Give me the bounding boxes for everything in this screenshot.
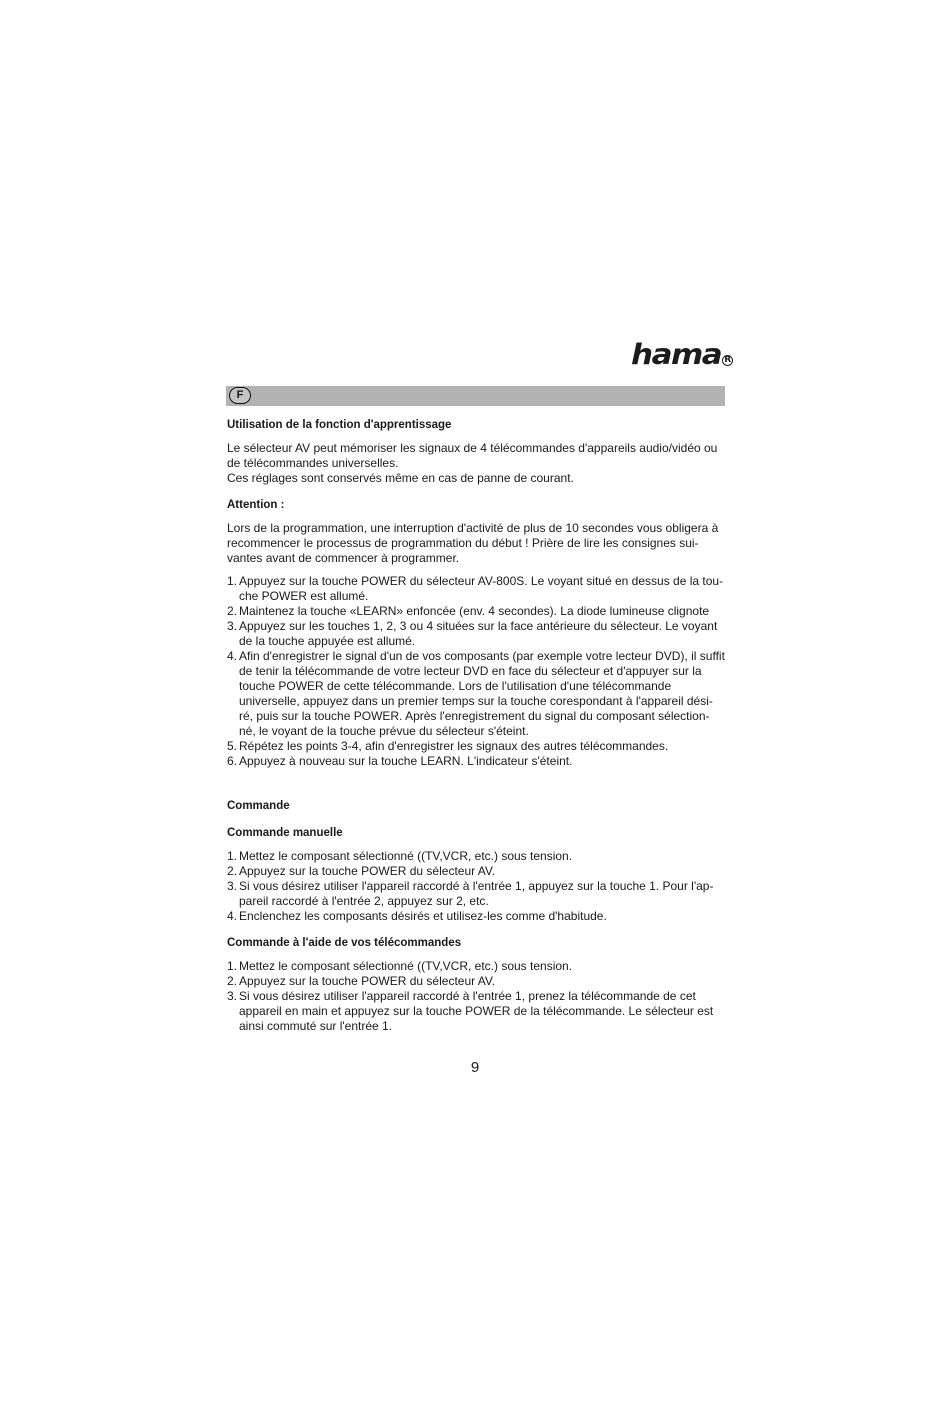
step-text: Appuyez sur les touches 1, 2, 3 ou 4 situées sur la face antérieure du sélecteur. Le voyant de la touche appuyée est allumé. [239, 619, 718, 648]
list-item [227, 879, 725, 909]
step-text: Appuyez sur la touche POWER du sélecteur AV. [239, 974, 496, 988]
page-number: 9 [470, 1059, 480, 1076]
language-bar [226, 386, 725, 406]
list-item [227, 989, 725, 1034]
step-number: 2. [227, 864, 238, 878]
step-number: 1. [227, 849, 238, 863]
step-text: Mettez le composant sélectionné ((TV,VCR, etc.) sous tension. [239, 849, 573, 863]
command-heading: Commande [227, 800, 290, 812]
logo-wordmark: hama [631, 338, 722, 372]
remote-command-heading: Commande à l'aide de vos télécommandes [227, 937, 462, 949]
step-number: 4. [227, 649, 238, 663]
registered-icon: R [722, 355, 733, 366]
document-body [227, 418, 725, 1034]
step-text: Enclenchez les composants désirés et utilisez-les comme d'habitude. [239, 909, 607, 923]
step-number: 1. [227, 574, 238, 588]
step-number: 5. [227, 739, 238, 753]
learning-intro-1: Le sélecteur AV peut mémoriser les signaux de 4 télécommandes d'appareils audio/vidéo ou de télécommandes universelles. [227, 441, 718, 470]
list-item [227, 909, 725, 924]
learning-intro-2: Ces réglages sont conservés même en cas de panne de courant. [227, 471, 574, 485]
step-number: 3. [227, 879, 238, 893]
step-text: Appuyez à nouveau sur la touche LEARN. L'indicateur s'éteint. [239, 754, 573, 768]
step-text: Répétez les points 3-4, afin d'enregistrer les signaux des autres télécommandes. [239, 739, 669, 753]
list-item [227, 754, 725, 769]
step-number: 3. [227, 989, 238, 1003]
step-text: Mettez le composant sélectionné ((TV,VCR, etc.) sous tension. [239, 959, 573, 973]
list-item [227, 959, 725, 974]
step-text: Appuyez sur la touche POWER du sélecteur AV. [239, 864, 496, 878]
list-item [227, 849, 725, 864]
step-number: 1. [227, 959, 238, 973]
manual-command-heading: Commande manuelle [227, 827, 343, 839]
step-number: 2. [227, 604, 238, 618]
step-number: 2. [227, 974, 238, 988]
step-text: Afin d'enregistrer le signal d'un de vos composants (par exemple votre lecteur DVD), il suffit de tenir la télécommande de votre lecteur DVD en face du sélecteur et d'appuyer sur la touche POWER de cette télécommande. Lors de l'utilisation d'une télécommande universelle, appuyez dans un premier temps sur la touche corespondant à l'appareil dési-ré, puis sur la touche POWER. Après l'enregistrement du signal du composant sélection-né, le voyant de la touche prévue du sélecteur s'éteint. [239, 649, 725, 738]
language-badge: F [229, 387, 251, 404]
list-item [227, 739, 725, 754]
hama-logo [631, 338, 733, 372]
list-item [227, 864, 725, 879]
step-text: Si vous désirez utiliser l'appareil raccordé à l'entrée 1, prenez la télécommande de cet appareil en main et appuyez sur la touche POWER de la télécommande. Le sélecteur est ainsi commuté sur l'entrée 1. [239, 989, 714, 1033]
remote-steps-list [227, 959, 725, 1034]
step-number: 6. [227, 754, 238, 768]
list-item [227, 604, 725, 619]
learning-steps-list [227, 574, 725, 769]
step-number: 4. [227, 909, 238, 923]
list-item [227, 649, 725, 739]
attention-heading: Attention : [227, 499, 285, 511]
step-text: Si vous désirez utiliser l'appareil raccordé à l'entrée 1, appuyez sur la touche 1. Pour l'ap-pareil raccordé à l'entrée 2, appuyez sur 2, etc. [239, 879, 714, 908]
list-item [227, 574, 725, 604]
list-item [227, 619, 725, 649]
list-item [227, 974, 725, 989]
learning-heading: Utilisation de la fonction d'apprentissage [227, 419, 452, 431]
step-number: 3. [227, 619, 238, 633]
attention-text: Lors de la programmation, une interruption d'activité de plus de 10 secondes vous obligera à recommencer le processus de programmation du début ! Prière de lire les consignes sui-vantes avant de commencer à programmer. [227, 521, 719, 565]
manual-steps-list [227, 849, 725, 924]
step-text: Maintenez la touche «LEARN» enfoncée (env. 4 secondes). La diode lumineuse clignote [239, 604, 710, 618]
step-text: Appuyez sur la touche POWER du sélecteur AV-800S. Le voyant situé en dessus de la tou-che POWER est allumé. [239, 574, 724, 603]
